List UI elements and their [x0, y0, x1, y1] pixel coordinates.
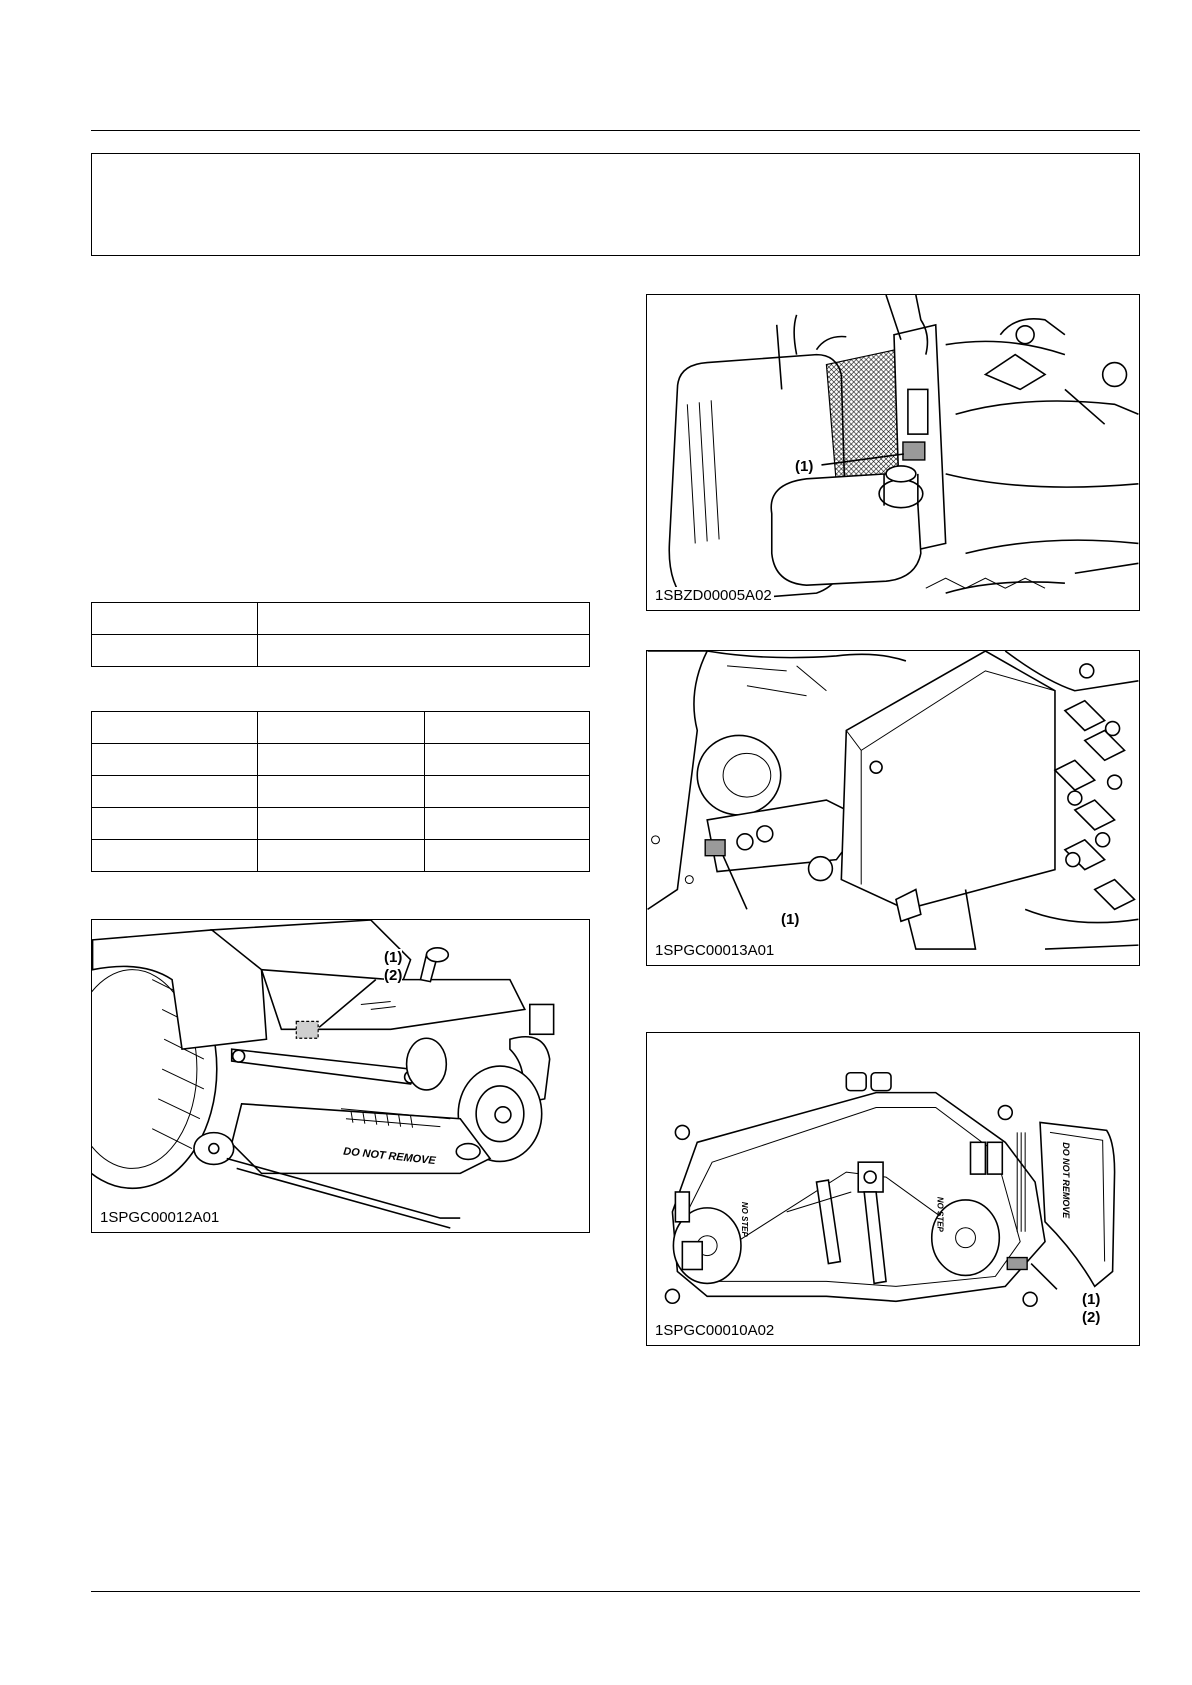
engine-illustration	[647, 295, 1139, 610]
footer-rule	[91, 1591, 1140, 1592]
serial-number-table	[91, 602, 590, 667]
table-row	[92, 840, 590, 872]
transmission-callout-1: (1)	[781, 911, 800, 928]
table-row	[92, 776, 590, 808]
deck-top-figure-code: 1SPGC00010A02	[655, 1322, 775, 1339]
deck-side-callout-1: (1)	[384, 949, 403, 966]
transmission-serial-figure	[646, 650, 1140, 966]
deck-top-text: DO NOT REMOVE	[1060, 1142, 1071, 1219]
mower-deck-top-illustration	[647, 1033, 1139, 1345]
engine-callout-1: (1)	[795, 458, 814, 475]
table-row	[92, 712, 590, 744]
deck-top-figure	[646, 1032, 1140, 1346]
table-row	[92, 744, 590, 776]
deck-top-step-text-left: NO STEP	[739, 1201, 749, 1237]
header-rule	[91, 130, 1140, 131]
table-row	[92, 808, 590, 840]
deck-top-callout-1: (1)	[1082, 1291, 1101, 1308]
dealer-info-table	[91, 711, 590, 872]
table-row	[92, 635, 590, 667]
transmission-figure-code: 1SPGC00013A01	[655, 942, 775, 959]
deck-top-step-text-right: NO STEP	[935, 1196, 945, 1232]
mower-deck-side-illustration	[92, 920, 589, 1232]
transmission-illustration	[647, 651, 1139, 965]
deck-side-figure-code: 1SPGC00012A01	[100, 1209, 220, 1226]
table-row	[92, 603, 590, 635]
deck-side-text: DO NOT REMOVE	[342, 1145, 437, 1168]
engine-serial-figure	[646, 294, 1140, 611]
deck-side-figure	[91, 919, 590, 1233]
deck-side-callout-2: (2)	[384, 967, 403, 984]
notice-box	[91, 153, 1140, 256]
deck-top-callout-2: (2)	[1082, 1309, 1101, 1326]
engine-figure-code: 1SBZD00005A02	[655, 587, 772, 604]
